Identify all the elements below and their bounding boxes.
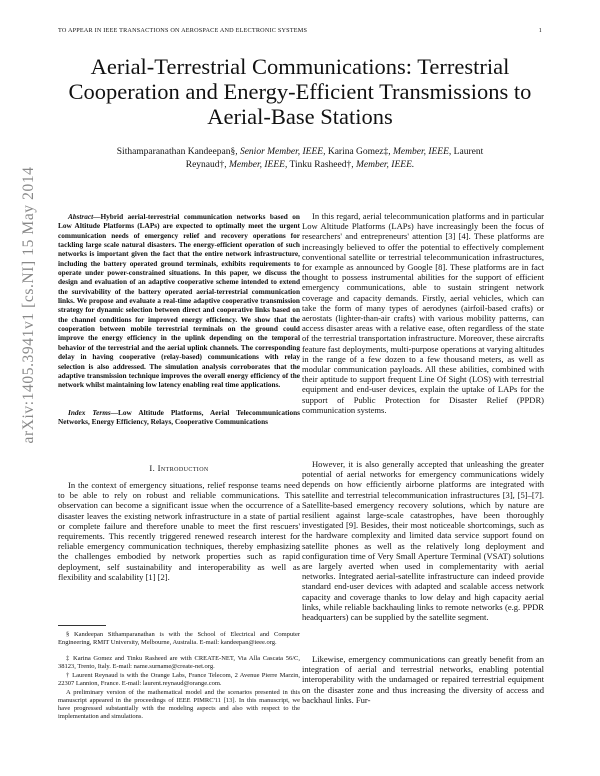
arxiv-stamp [14, 166, 44, 444]
author-membership: Member, IEEE, [229, 160, 288, 170]
right-paragraph-2: However, it is also generally accepted that unleashing the greater potential of aerial networks for emergency communications widely depends on how efficiently airborne platforms are integrated with satellite and terrestrial telecommunication infrastructures [3], [5]–[7]. Satellite-based emergency recovery solutions, which by nature are resilient against large-scale catastrophes, have been thoroughly investigated [9]. Besides, their most noticeable shortcomings, such as the hardware complexity and limited data service support found on satellite phones as well as the relatively long deployment and configuration time of Very Small Aperture Terminal (VSAT) solutions are largely averted when used in complementarity with aerial networks. Integrated aerial-satellite infrastructure can indeed provide standard end-user devices with adapted and scalable access network capacity and coverage thanks to low delay and high capacity aerial links, while reliable backhauling links to remote networks (e.g. PPDR headquarters) can be supplied by the satellite segment. [302, 459, 544, 623]
page-number: 1 [538, 27, 542, 34]
intro-paragraph: In the context of emergency situations, relief response teams need to be able to rely on robust and reliable communications. This observation can become a significant issue when the occurrence of a disaster leaves the existing network infrastructure in a state of partial or complete failure and therefore unable to meet the first rescuers' requirements. This recently triggered renewed research interest for reliable emergency communication techniques, thereby emphasizing the challenges embodied by network properties such as rapid deployment, self sustainability and interoperability as well as flexibility and scalability [1] [2]. [58, 480, 300, 582]
author-membership: Member, IEEE. [355, 160, 415, 170]
footnote-preliminary-version: A preliminary version of the mathematical model and the scenarios presented in this manuscript appeared in the proceedings of IEEE PIMRC'11 [13]. In this manuscript, we have progressed substantially with the modeling aspects and also with respect to the implementation and simulations. [58, 689, 300, 721]
abstract [58, 212, 300, 390]
abstract-label: Abstract [68, 212, 94, 221]
arxiv-stamp-text[interactable]: arXiv:1405.3941v1 [cs.NI] 15 May 2014 [20, 166, 37, 444]
footnote-kandeepan: § Kandeepan Sithamparanathan is with the School of Electrical and Computer Engineering, RMIT University, Melbourne, Australia. E-mail: kandeepan@ieee.org. [58, 631, 300, 647]
running-head-title: TO APPEAR IN IEEE TRANSACTIONS ON AEROSPACE AND ELECTRONIC SYSTEMS [58, 27, 308, 34]
author-name: Tinku Rasheed†, [287, 160, 356, 170]
running-head [58, 27, 542, 34]
author-list [110, 146, 490, 172]
author-membership: Member, IEEE, [392, 147, 452, 157]
index-terms-label: Index Terms [68, 408, 111, 417]
footnote-reynaud: † Laurent Reynaud is with the Orange Labs, France Telecom, 2 Avenue Pierre Marzin, 22307 Lannion, France. E-mail: laurent.reynaud@orange.com. [58, 672, 300, 688]
index-terms-text: —Low Altitude Platforms, Aerial Telecommunications Networks, Energy Efficiency, Relays, Cooperative Communications [58, 408, 300, 427]
right-paragraph-1: In this regard, aerial telecommunication platforms and in particular Low Altitude Platforms (LAPs) have increasingly been the focus of researchers' and entrepreneurs' attention [3] [4]. These platforms are increasingly believed to offer the potential to effectively complement conventional satellite or terrestrial telecommunication infrastructures, for example as announced by Google [8]. These platforms are in fact thought to possess instrumental abilities for the support of efficient emergency communications, able to sustain stringent network coverage and capacity demands. Firstly, aerial vehicles, which can take the form of many types of aerodynes (airfoil-based crafts) or aerostats (lighter-than-air crafts) with various mobility patterns, can access disaster areas with a relative ease, often regardless of the state of the terrestrial transportation infrastructure. Moreover, these aircrafts feature fast deployments, multi-purpose operations at varying altitudes in the range of a few dozen to a few thousand meters, as well as modular communication payloads. All these abilities, combined with their aptitude to support frequent Line Of Sight (LOS) with terrestrial equipment and end-user devices, explain the uptake of LAPs for the support of Public Protection for Disaster Relief (PPDR) communication systems. [302, 211, 544, 415]
abstract-text: —Hybrid aerial-terrestrial communication networks based on Low Altitude Platforms (LAPs) are expected to optimally meet the urgent communication needs of emergency relief and recovery operations for tackling large scale natural disasters. The energy-efficient operation of such networks is important given the fact that the entire network infrastructure, including the battery operated ground terminals, exhibits requirements to operate under power-constrained situations. In this paper, we discuss the design and evaluation of an adaptive cooperative scheme intended to extend the survivability of the battery operated aerial-terrestrial communication links. We propose and evaluate a real-time adaptive cooperative transmission strategy for dynamic selection between direct and cooperative links based on the channel conditions for improved energy efficiency. We show that the cooperation between mobile terrestrial terminals on the ground could improve the energy efficiency in the uplink depending on the temporal behavior of the terrestrial and the aerial uplink channels. The corresponding delay in having cooperative (relay-based) communications with relay selection is also addressed. The simulation analysis corroborates that the adaptive transmission technique improves the overall energy efficiency of the network whilst maintaining low latency enabling real time applications. [58, 212, 300, 390]
right-paragraph-3: Likewise, emergency communications can greatly benefit from an integration of aerial and terrestrial networks, enabling potential interoperability with the undamaged or repaired terrestrial equipment on the disaster zone and thus increasing the diversity of access and backhaul links. Fur- [302, 654, 544, 705]
section-heading-introduction: I. Introduction [149, 463, 209, 473]
author-membership: Senior Member, IEEE, [239, 147, 326, 157]
footnote-gomez-rasheed: ‡ Karina Gomez and Tinku Rasheed are with CREATE-NET, Via Alla Cascata 56/C, 38123, Trento, Italy. E-mail: name.surname@create-net.org. [58, 655, 300, 671]
index-terms [58, 408, 300, 426]
author-name: Laurent Reynaud†, [185, 147, 484, 170]
author-name: Sithamparanathan Kandeepan§, [116, 147, 240, 157]
author-name: Karina Gomez‡, [325, 147, 393, 157]
paper-title: Aerial-Terrestrial Communications: Terrestrial Cooperation and Energy-Efficient Transmissions to Aerial-Base Stations [68, 54, 532, 129]
footnote-rule [58, 625, 106, 626]
